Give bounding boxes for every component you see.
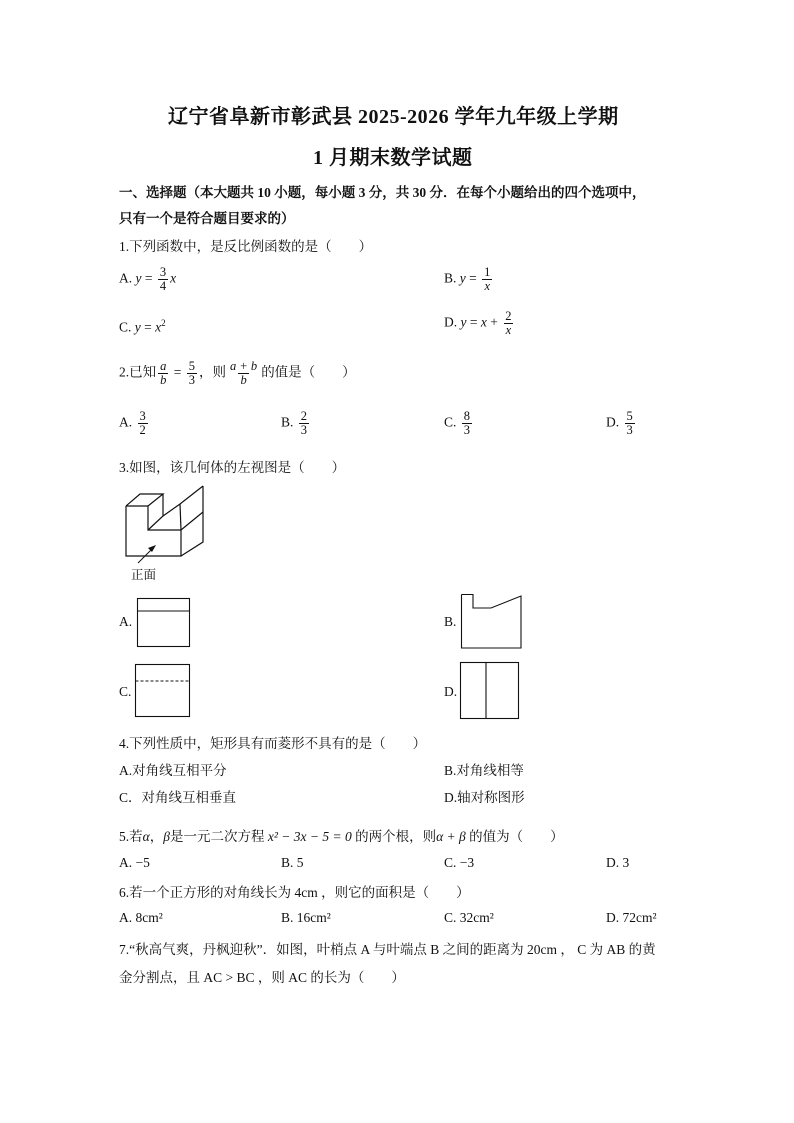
q3-stem: 3.如图，该几何体的左视图是（ ） (119, 460, 346, 475)
q5-option-a: A. −5 (119, 855, 150, 870)
q3-option-b-figure (461, 594, 523, 650)
q3-option-a-label: A. (119, 614, 133, 629)
q3-option-c-label: C. (119, 684, 132, 699)
q6-option-c: C. 32cm² (444, 910, 494, 925)
q2-option-a: A. $\frac{3}{2}$ (119, 409, 146, 437)
q6-option-d: D. 72cm² (606, 910, 657, 925)
q5-option-c: C. −3 (444, 855, 475, 870)
title-line-1: 辽宁省阜新市彰武县 2025-2026 学年九年级上学期 (168, 106, 619, 128)
q6-stem: 6.若一个正方形的对角线长为 4cm ，则它的面积是（ ） (119, 885, 470, 900)
q3-front-label: 正面 (131, 568, 157, 582)
q7-line-2: 金分割点，且 AC > BC ，则 AC 的长为（ ） (119, 970, 405, 985)
q3-option-d-figure (460, 662, 522, 720)
q5-option-b: B. 5 (281, 855, 304, 870)
q5-option-d: D. 3 (606, 855, 630, 870)
q1-option-c: C. $y = x^2$ (119, 318, 166, 335)
q6-option-b: B. 16cm² (281, 910, 331, 925)
q7-line-1: 7.“秋高气爽，丹枫迎秋”．如图，叶梢点 A 与叶端点 B 之间的距离为 20cm ， C 为 AB 的黄 (119, 942, 656, 957)
q1-stem: 1.下列函数中，是反比例函数的是（ ） (119, 239, 373, 254)
q6-option-a: A. 8cm² (119, 910, 163, 925)
q4-option-a: A.对角线互相平分 (119, 763, 227, 778)
q2-option-b: B. $\frac{2}{3}$ (281, 409, 308, 437)
q4-option-b: B.对角线相等 (444, 763, 524, 778)
q4-stem: 4.下列性质中，矩形具有而菱形不具有的是（ ） (119, 736, 427, 751)
q3-option-a-figure (137, 598, 191, 648)
q1-option-b: B. y = $\frac{1}{x}$ (444, 265, 491, 293)
q2-stem: 2.已知 $\frac{a}{b}$ = $\frac{5}{3}$ ，则 $\frac{a + b}{b}$ 的值是（ ） (119, 359, 356, 387)
q4-option-c: C．对角线互相垂直 (119, 790, 237, 805)
q2-option-c: C. $\frac{8}{3}$ (444, 409, 471, 437)
q5-stem: 5.若α，β是一元二次方程 x² − 3x − 5 = 0 的两个根，则α + β 的值为（ ） (119, 829, 564, 844)
q3-option-b-label: B. (444, 614, 457, 629)
q3-solid-figure (118, 478, 218, 568)
q1-option-d: D. y = x + $\frac{2}{x}$ (444, 309, 512, 337)
q2-option-d: D. $\frac{5}{3}$ (606, 409, 633, 437)
title-line-2: 1 月期末数学试题 (313, 147, 473, 169)
q1-option-a: A. y = $\frac{3}{4}$ x (119, 265, 177, 293)
q3-option-d-label: D. (444, 684, 458, 699)
q4-option-d: D.轴对称图形 (444, 790, 525, 805)
section-header-line-1: 一、选择题（本大题共 10 小题，每小题 3 分，共 30 分．在每个小题给出的四个选项中， (119, 185, 646, 200)
q3-option-c-figure (135, 664, 191, 718)
section-header-line-2: 只有一个是符合题目要求的） (119, 211, 295, 226)
